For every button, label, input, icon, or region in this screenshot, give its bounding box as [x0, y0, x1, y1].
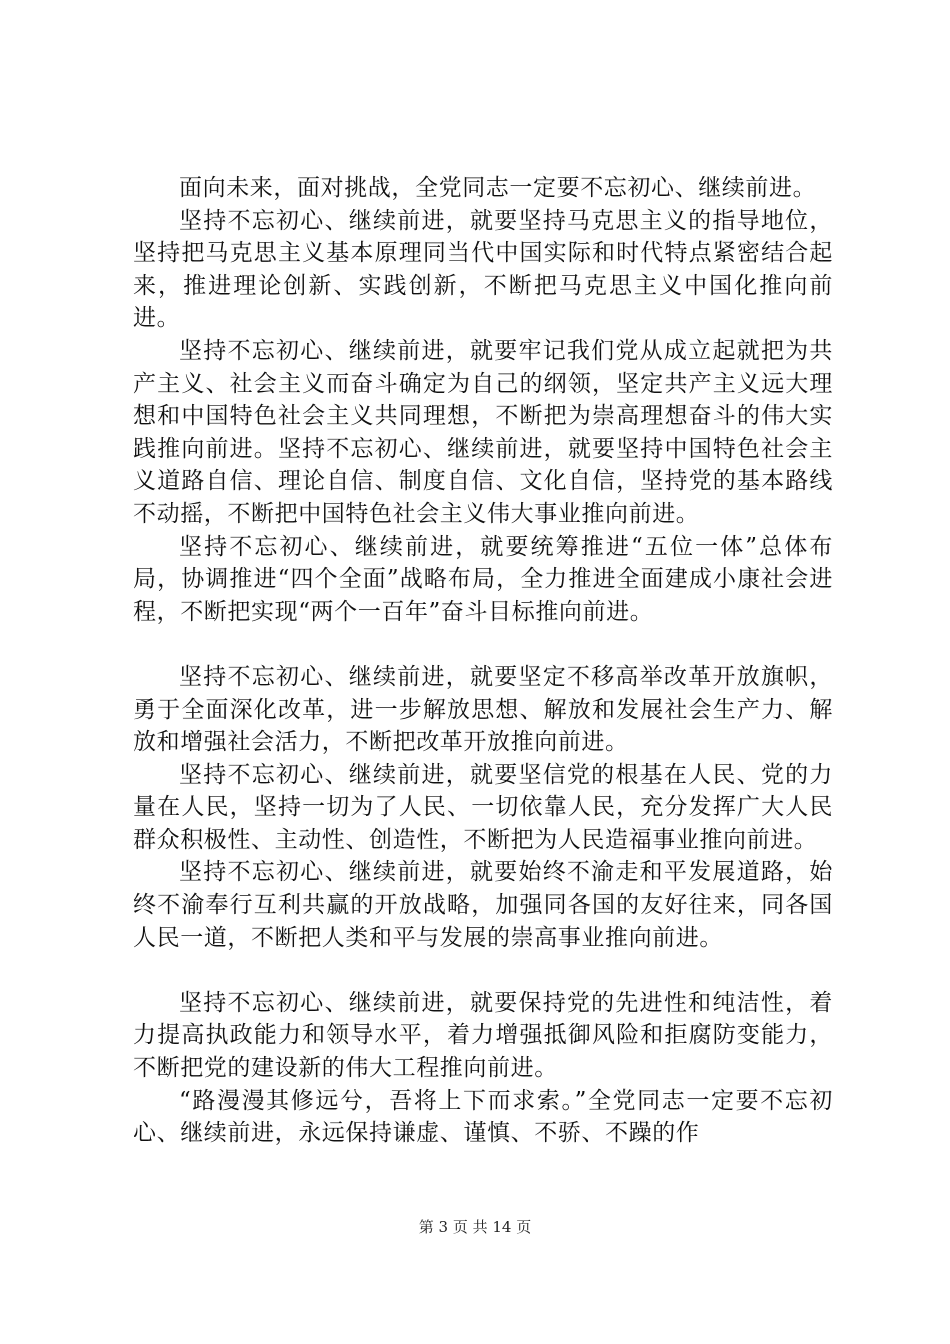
paragraph-1: 面向未来，面对挑战，全党同志一定要不忘初心、继续前进。 [179, 175, 817, 201]
document-body [133, 172, 833, 1150]
paragraph-6: 坚持不忘初心、继续前进，就要坚信党的根基在人民、党的力量在人民，坚持一切为了人民、一切依靠人民，充分发挥广大人民群众积极性、主动性、创造性，不断把为人民造福事业推向前进。 [133, 761, 833, 853]
paragraph-4: 坚持不忘初心、继续前进，就要统筹推进“五位一体”总体布局，协调推进“四个全面”战略布局，全力推进全面建成小康社会进程，不断把实现“两个一百年”奋斗目标推向前进。 [133, 533, 833, 625]
paragraph-8: 坚持不忘初心、继续前进，就要保持党的先进性和纯洁性，着力提高执政能力和领导水平，着力增强抵御风险和拒腐防变能力，不断把党的建设新的伟大工程推向前进。 [133, 989, 833, 1082]
paragraph-5: 坚持不忘初心、继续前进，就要坚定不移高举改革开放旗帜，勇于全面深化改革，进一步解放思想、解放和发展社会生产力、解放和增强社会活力，不断把改革开放推向前进。 [133, 663, 833, 756]
paragraph-2: 坚持不忘初心、继续前进，就要坚持马克思主义的指导地位，坚持把马克思主义基本原理同当代中国实际和时代特点紧密结合起来，推进理论创新、实践创新，不断把马克思主义中国化推向前进。 [133, 207, 833, 332]
paragraph-7: 坚持不忘初心、继续前进，就要始终不渝走和平发展道路，始终不渝奉行互利共赢的开放战略，加强同各国的友好往来，同各国人民一道，不断把人类和平与发展的崇高事业推向前进。 [133, 859, 833, 951]
paragraph-9: “路漫漫其修远兮，吾将上下而求索。”全党同志一定要不忘初心、继续前进，永远保持谦虚、谨慎、不骄、不躁的作 [133, 1087, 833, 1147]
page-number-footer: 第 3 页 共 14 页 [418, 1218, 532, 1236]
paragraph-3: 坚持不忘初心、继续前进，就要牢记我们党从成立起就把为共产主义、社会主义而奋斗确定为自己的纲领，坚定共产主义远大理想和中国特色社会主义共同理想，不断把为崇高理想奋斗的伟大实践推向前进。坚持不忘初心、继续前进，就要坚持中国特色社会主义道路自信、理论自信、制度自信、文化自信，坚持党的基本路线不动摇，不断把中国特色社会主义伟大事业推向前进。 [133, 337, 833, 527]
